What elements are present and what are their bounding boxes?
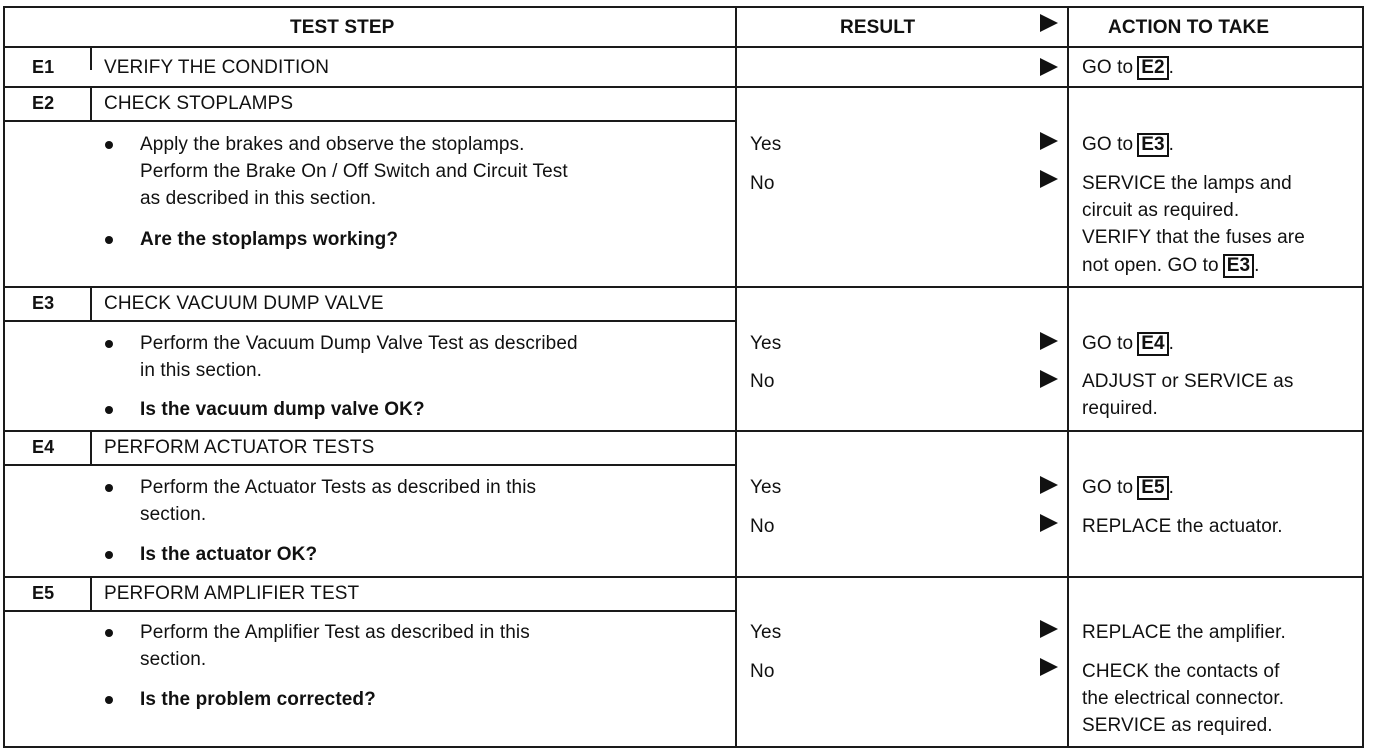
subrow-rule [3, 464, 737, 466]
arrow-icon [1040, 476, 1058, 494]
step-code: E4 [32, 437, 55, 457]
instruction-line: Perform the Vacuum Dump Valve Test as described [140, 333, 578, 354]
bullet-icon [105, 340, 113, 348]
action-text: GO to [1082, 477, 1134, 498]
column-divider-result [735, 6, 737, 748]
column-divider-code [90, 46, 92, 70]
action-punct: . [1168, 477, 1175, 498]
arrow-icon [1040, 58, 1058, 76]
step-reference[interactable]: E3 [1223, 254, 1254, 278]
result-no: No [750, 516, 775, 537]
step-reference[interactable]: E4 [1137, 332, 1168, 356]
action-punct: . [1168, 333, 1175, 354]
arrow-icon [1040, 170, 1058, 188]
row-rule [3, 576, 1364, 578]
column-divider-code [90, 286, 92, 320]
row-rule [3, 86, 1364, 88]
action-line: CHECK the contacts of [1082, 661, 1280, 682]
step-title: PERFORM AMPLIFIER TEST [104, 583, 360, 604]
bullet-icon [105, 141, 113, 149]
action-line: ADJUST or SERVICE as [1082, 371, 1294, 392]
bullet-icon [105, 484, 113, 492]
result-no: No [750, 371, 775, 392]
question: Is the problem corrected? [140, 689, 376, 710]
step-reference[interactable]: E5 [1137, 476, 1168, 500]
action-line: SERVICE the lamps and [1082, 173, 1292, 194]
header-test-step: TEST STEP [290, 17, 395, 38]
header-rule [3, 46, 1364, 48]
step-reference[interactable]: E3 [1137, 133, 1168, 157]
instruction-line: Perform the Actuator Tests as described in this [140, 477, 537, 498]
action-line: REPLACE the actuator. [1082, 516, 1283, 537]
subrow-rule [3, 610, 737, 612]
column-divider-action [1067, 6, 1069, 748]
bullet-icon [105, 629, 113, 637]
action-line: REPLACE the amplifier. [1082, 622, 1286, 643]
action-punct: . [1168, 134, 1175, 155]
subrow-rule [3, 320, 737, 322]
action-goto [1082, 54, 1174, 81]
table-border-top [3, 6, 1364, 8]
action-goto [1082, 131, 1174, 158]
result-yes: Yes [750, 134, 782, 155]
step-title: CHECK VACUUM DUMP VALVE [104, 293, 384, 314]
step-code: E2 [32, 93, 55, 113]
column-divider-code [90, 576, 92, 610]
action-text: not open. GO to [1082, 255, 1219, 276]
table-border-bottom [3, 746, 1364, 748]
column-divider-code [90, 86, 92, 120]
step-title: CHECK STOPLAMPS [104, 93, 294, 114]
bullet-icon [105, 406, 113, 414]
step-reference[interactable]: E2 [1137, 56, 1168, 80]
column-divider-code [90, 430, 92, 464]
action-goto [1082, 252, 1260, 279]
subrow-rule [3, 120, 737, 122]
step-code: E1 [32, 57, 55, 77]
step-title: VERIFY THE CONDITION [104, 57, 330, 78]
instruction-line: in this section. [140, 360, 262, 381]
action-punct: . [1168, 57, 1175, 78]
action-goto [1082, 474, 1174, 501]
bullet-icon [105, 236, 113, 244]
instruction-line: Perform the Amplifier Test as described in this [140, 622, 530, 643]
action-line: required. [1082, 398, 1158, 419]
table-border-right [1362, 6, 1364, 748]
action-line: VERIFY that the fuses are [1082, 227, 1305, 248]
row-rule [3, 286, 1364, 288]
bullet-icon [105, 551, 113, 559]
action-text: GO to [1082, 57, 1134, 78]
instruction-line: section. [140, 649, 207, 670]
arrow-icon [1040, 658, 1058, 676]
question: Is the actuator OK? [140, 544, 318, 565]
result-no: No [750, 173, 775, 194]
action-goto [1082, 330, 1174, 357]
action-text: GO to [1082, 134, 1134, 155]
step-title: PERFORM ACTUATOR TESTS [104, 437, 375, 458]
action-line: the electrical connector. [1082, 688, 1285, 709]
arrow-icon [1040, 370, 1058, 388]
bullet-icon [105, 696, 113, 704]
row-rule [3, 430, 1364, 432]
instruction-line: section. [140, 504, 207, 525]
action-text: GO to [1082, 333, 1134, 354]
action-punct: . [1254, 255, 1260, 276]
result-no: No [750, 661, 775, 682]
arrow-icon [1040, 332, 1058, 350]
arrow-icon [1040, 132, 1058, 150]
instruction-line: Apply the brakes and observe the stoplamps. [140, 134, 525, 155]
header-result: RESULT [840, 17, 916, 38]
instruction-line: as described in this section. [140, 188, 377, 209]
arrow-icon [1040, 514, 1058, 532]
table-border-left [3, 6, 5, 748]
step-code: E3 [32, 293, 55, 313]
question: Are the stoplamps working? [140, 229, 399, 250]
result-yes: Yes [750, 333, 782, 354]
arrow-icon [1040, 14, 1058, 32]
action-line: circuit as required. [1082, 200, 1240, 221]
step-code: E5 [32, 583, 55, 603]
question: Is the vacuum dump valve OK? [140, 399, 425, 420]
arrow-icon [1040, 620, 1058, 638]
result-yes: Yes [750, 477, 782, 498]
action-line: SERVICE as required. [1082, 715, 1273, 736]
result-yes: Yes [750, 622, 782, 643]
instruction-line: Perform the Brake On / Off Switch and Circuit Test [140, 161, 568, 182]
header-action: ACTION TO TAKE [1108, 17, 1270, 38]
